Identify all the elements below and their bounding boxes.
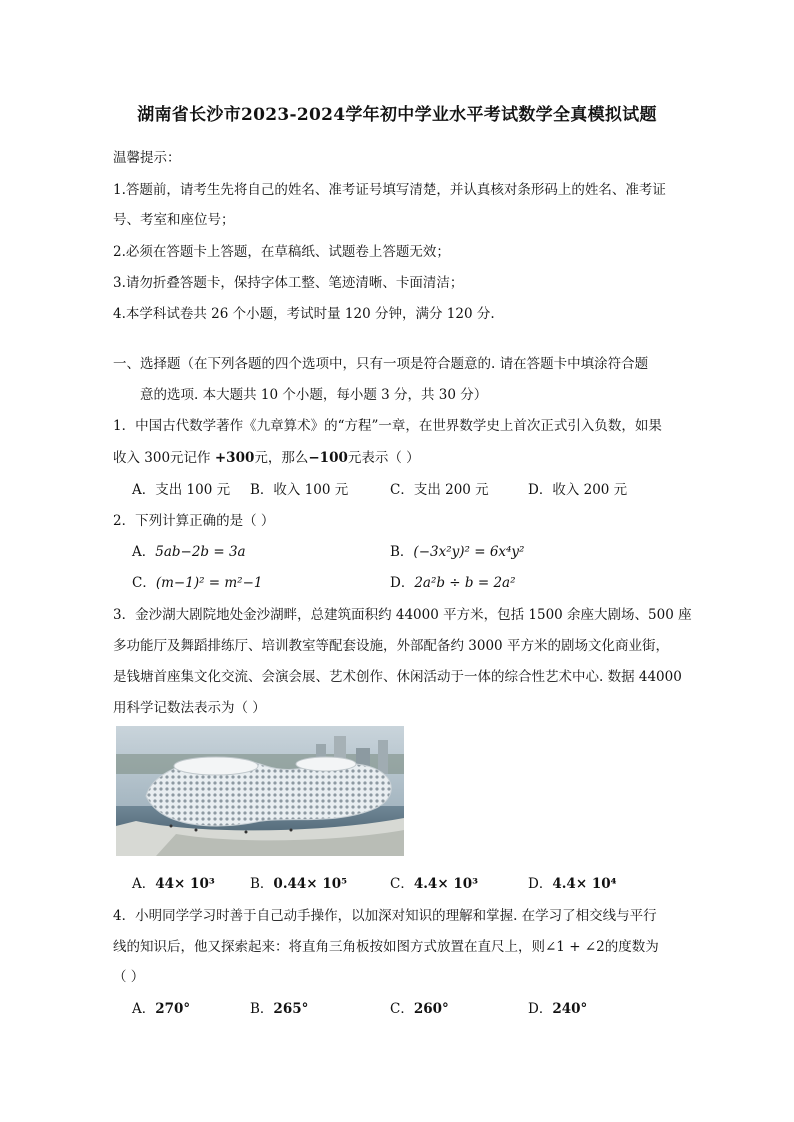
q3-option-a-math: 44× 10³ — [155, 876, 215, 892]
q1-stem-negative: −100 — [308, 450, 348, 466]
q4-stem-line-3: （ ） — [113, 969, 145, 985]
q2-option-d — [390, 571, 516, 591]
q3-option-b — [250, 872, 347, 892]
q3-option-a-label: A． — [132, 876, 156, 892]
q3-stem-line-4: 用科学记数法表示为（ ） — [113, 700, 266, 716]
q3-option-d-math: 4.4× 10⁴ — [552, 876, 617, 892]
q4-option-d-label: D． — [528, 1001, 553, 1017]
q3-stem-line-1: 3．金沙湖大剧院地处金沙湖畔，总建筑面积约 44000 平方米，包括 1500 余座大剧场、500 座 — [113, 607, 692, 623]
q4-option-c — [390, 997, 449, 1017]
tip-2: 2.必须在答题卡上答题，在草稿纸、试题卷上答题无效； — [113, 244, 450, 260]
q1-option-b: B．收入 100 元 — [250, 482, 349, 498]
q1-option-a: A．支出 100 元 — [132, 482, 231, 498]
q4-option-a-math: 270° — [155, 1001, 191, 1017]
q4-option-c-label: C． — [390, 1001, 414, 1017]
q4-option-d — [528, 997, 587, 1017]
q3-stem-line-3: 是钱塘首座集文化交流、会演会展、艺术创作、休闲活动于一体的综合性艺术中心. 数据 44000 — [113, 669, 682, 685]
q4-option-a — [132, 997, 190, 1017]
tip-1-line-2: 号、考室和座位号； — [113, 212, 235, 228]
q3-option-b-math: 0.44× 10⁵ — [273, 876, 348, 892]
q1-stem-positive: +300 — [214, 450, 255, 466]
q2-option-c-math: (m−1)² = m²−1 — [155, 575, 263, 591]
q4-stem-line-1: 4．小明同学学习时善于自己动手操作，以加深对知识的理解和掌握. 在学习了相交线与平行 — [113, 908, 657, 924]
tip-4: 4.本学科试卷共 26 个小题，考试时量 120 分钟，满分 120 分. — [113, 306, 495, 322]
q3-option-d — [528, 872, 617, 892]
q1-stem-text-1: 收入 300元记作 — [113, 450, 215, 466]
q2-option-b-math: (−3x²y)² = 6x⁴y² — [413, 544, 525, 560]
exam-title: 湖南省长沙市2023-2024学年初中学业水平考试数学全真模拟试题 — [137, 105, 657, 125]
tip-1-line-1: 1.答题前，请考生先将自己的姓名、准考证号填写清楚，并认真核对条形码上的姓名、准考证 — [113, 182, 666, 198]
q1-option-c: C．支出 200 元 — [390, 482, 489, 498]
q2-option-d-label: D． — [390, 575, 415, 591]
q3-option-a — [132, 872, 215, 892]
q4-option-a-label: A． — [132, 1001, 156, 1017]
q3-option-b-label: B． — [250, 876, 274, 892]
q2-option-b-label: B． — [390, 544, 414, 560]
q1-stem-line-2 — [113, 446, 420, 466]
q2-option-a-math: 5ab−2b = 3a — [155, 544, 246, 560]
q3-stem-line-2: 多功能厅及舞蹈排练厅、培训教室等配套设施，外部配备约 3000 平方米的剧场文化商业街， — [113, 638, 669, 654]
q2-option-c — [132, 571, 263, 591]
q3-option-c-label: C． — [390, 876, 414, 892]
q1-stem-text-3: 元表示（ ） — [347, 450, 420, 466]
q4-option-c-math: 260° — [413, 1001, 449, 1017]
tip-3: 3.请勿折叠答题卡，保持字体工整、笔迹清晰、卡面清洁； — [113, 275, 464, 291]
q3-option-c — [390, 872, 478, 892]
theater-photo — [116, 726, 404, 856]
q4-option-d-math: 240° — [552, 1001, 588, 1017]
q1-option-d: D．收入 200 元 — [528, 482, 628, 498]
q4-option-b-label: B． — [250, 1001, 274, 1017]
q2-option-d-math: 2a²b ÷ b = 2a² — [414, 575, 516, 591]
tips-heading: 温馨提示： — [113, 150, 181, 166]
q2-option-b — [390, 540, 524, 560]
q2-option-c-label: C． — [132, 575, 156, 591]
section-heading-line-1: 一、选择题（在下列各题的四个选项中，只有一项是符合题意的. 请在答题卡中填涂符合题 — [113, 356, 649, 372]
q4-option-b-math: 265° — [273, 1001, 309, 1017]
q2-stem: 2．下列计算正确的是（ ） — [113, 513, 275, 529]
q2-option-a — [132, 540, 246, 560]
q4-stem-line-2: 线的知识后，他又探索起来：将直角三角板按如图方式放置在直尺上，则∠1 + ∠2的度数为 — [113, 939, 659, 955]
q3-option-c-math: 4.4× 10³ — [413, 876, 479, 892]
q2-option-a-label: A． — [132, 544, 156, 560]
q3-option-d-label: D． — [528, 876, 553, 892]
q1-stem-text-2: 元，那么 — [254, 450, 309, 466]
q1-stem-line-1: 1．中国古代数学著作《九章算术》的“方程”一章，在世界数学史上首次正式引入负数，如果 — [113, 418, 662, 434]
section-heading-line-2: 意的选项. 本大题共 10 个小题，每小题 3 分，共 30 分） — [140, 387, 488, 403]
q4-option-b — [250, 997, 308, 1017]
